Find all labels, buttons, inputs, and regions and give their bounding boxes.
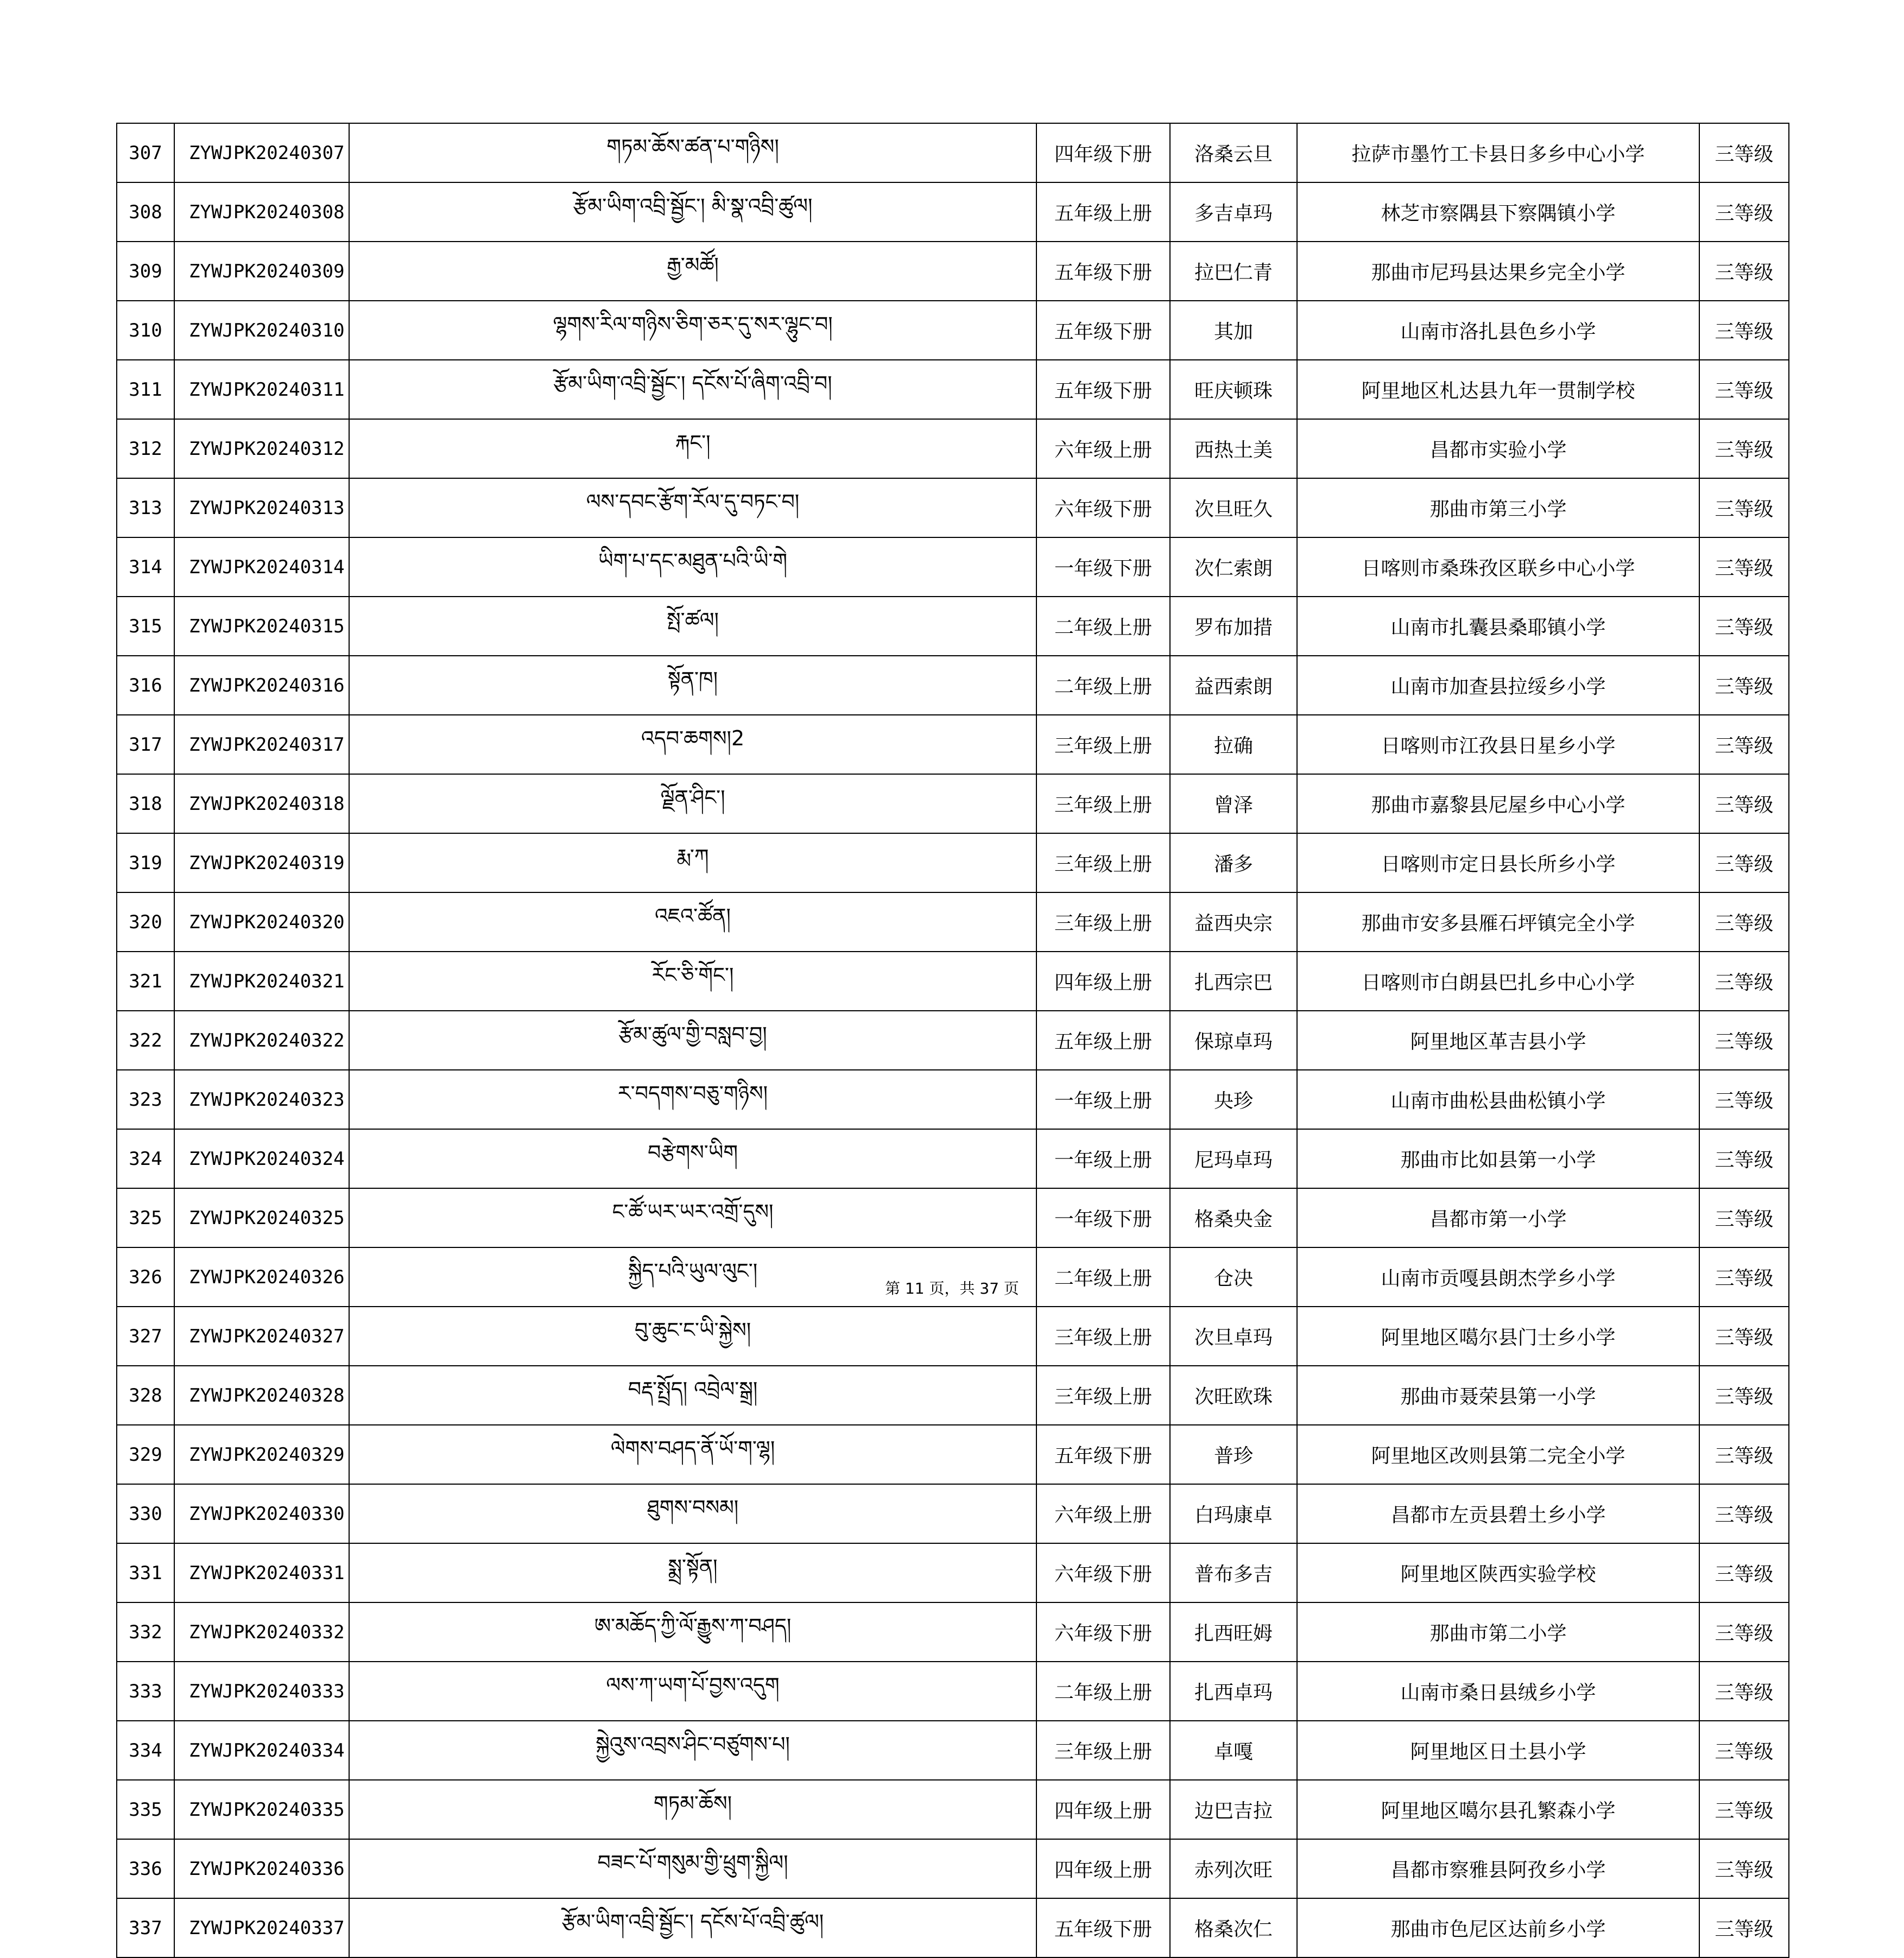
results-table bbox=[116, 123, 1789, 1958]
school-name: 那曲市尼玛县达果乡完全小学 bbox=[1297, 242, 1699, 301]
row-number: 319 bbox=[117, 833, 174, 892]
school-name: 拉萨市墨竹工卡县日多乡中心小学 bbox=[1297, 123, 1699, 182]
lesson-title: རྩོམ་ཡིག་འབྲི་སྦྱོང་། དངོས་པོ་ཞིག་འབྲི་བ། bbox=[349, 360, 1036, 419]
row-number: 328 bbox=[117, 1366, 174, 1425]
table-row bbox=[117, 1780, 1789, 1839]
grade-volume: 一年级上册 bbox=[1036, 1070, 1170, 1129]
teacher-name: 次旦卓玛 bbox=[1170, 1307, 1297, 1366]
lesson-title: བརྡ་སྤྲོད། འབྲེལ་སྒྲ། bbox=[349, 1366, 1036, 1425]
grade-volume: 五年级下册 bbox=[1036, 1425, 1170, 1484]
grade-volume: 六年级下册 bbox=[1036, 1543, 1170, 1602]
school-name: 昌都市左贡县碧土乡小学 bbox=[1297, 1484, 1699, 1543]
school-name: 山南市扎囊县桑耶镇小学 bbox=[1297, 597, 1699, 656]
entry-code: ZYWJPK20240332 bbox=[174, 1602, 349, 1662]
row-number: 310 bbox=[117, 301, 174, 360]
award-level: 三等级 bbox=[1699, 478, 1789, 537]
row-number: 314 bbox=[117, 537, 174, 597]
lesson-title: གཏམ་ཆོས། bbox=[349, 1780, 1036, 1839]
teacher-name: 其加 bbox=[1170, 301, 1297, 360]
grade-volume: 五年级下册 bbox=[1036, 242, 1170, 301]
teacher-name: 扎西宗巴 bbox=[1170, 952, 1297, 1011]
grade-volume: 三年级上册 bbox=[1036, 715, 1170, 774]
award-level: 三等级 bbox=[1699, 1247, 1789, 1307]
school-name: 日喀则市白朗县巴扎乡中心小学 bbox=[1297, 952, 1699, 1011]
row-number: 315 bbox=[117, 597, 174, 656]
entry-code: ZYWJPK20240324 bbox=[174, 1129, 349, 1188]
row-number: 311 bbox=[117, 360, 174, 419]
school-name: 山南市洛扎县色乡小学 bbox=[1297, 301, 1699, 360]
table-row bbox=[117, 656, 1789, 715]
table-row bbox=[117, 597, 1789, 656]
school-name: 那曲市第二小学 bbox=[1297, 1602, 1699, 1662]
award-level: 三等级 bbox=[1699, 1721, 1789, 1780]
row-number: 320 bbox=[117, 892, 174, 952]
table-row bbox=[117, 1188, 1789, 1247]
teacher-name: 格桑次仁 bbox=[1170, 1898, 1297, 1957]
table-row bbox=[117, 1011, 1789, 1070]
entry-code: ZYWJPK20240329 bbox=[174, 1425, 349, 1484]
grade-volume: 三年级上册 bbox=[1036, 1307, 1170, 1366]
school-name: 昌都市实验小学 bbox=[1297, 419, 1699, 478]
award-level: 三等级 bbox=[1699, 597, 1789, 656]
lesson-title: རྨ་ཀ bbox=[349, 833, 1036, 892]
row-number: 308 bbox=[117, 182, 174, 242]
table-row bbox=[117, 419, 1789, 478]
lesson-title: གཏམ་ཆོས་ཚན་པ་གཉིས། bbox=[349, 123, 1036, 182]
award-level: 三等级 bbox=[1699, 833, 1789, 892]
grade-volume: 四年级上册 bbox=[1036, 1780, 1170, 1839]
lesson-title: རྩོམ་ཡིག་འབྲི་སྦྱོང་། མི་སྣ་འབྲི་ཚུལ། bbox=[349, 182, 1036, 242]
award-level: 三等级 bbox=[1699, 774, 1789, 833]
entry-code: ZYWJPK20240310 bbox=[174, 301, 349, 360]
row-number: 330 bbox=[117, 1484, 174, 1543]
lesson-title: ར་བདགས་བཅུ་གཉིས། bbox=[349, 1070, 1036, 1129]
teacher-name: 普珍 bbox=[1170, 1425, 1297, 1484]
grade-volume: 二年级上册 bbox=[1036, 1662, 1170, 1721]
table-row bbox=[117, 478, 1789, 537]
row-number: 327 bbox=[117, 1307, 174, 1366]
lesson-title: སྐྱིད་པའི་ཡུལ་ལུང་། bbox=[349, 1247, 1036, 1307]
table-row bbox=[117, 1721, 1789, 1780]
table-row bbox=[117, 123, 1789, 182]
teacher-name: 扎西旺姆 bbox=[1170, 1602, 1297, 1662]
grade-volume: 三年级上册 bbox=[1036, 1366, 1170, 1425]
grade-volume: 五年级上册 bbox=[1036, 182, 1170, 242]
results-table-container bbox=[116, 123, 1788, 1958]
award-level: 三等级 bbox=[1699, 360, 1789, 419]
table-row bbox=[117, 774, 1789, 833]
entry-code: ZYWJPK20240328 bbox=[174, 1366, 349, 1425]
award-level: 三等级 bbox=[1699, 1129, 1789, 1188]
lesson-title: ལྷགས་རིལ་གཉིས་ཅིག་ཅར་དུ་སར་ལྷུང་བ། bbox=[349, 301, 1036, 360]
lesson-title: འཇའ་ཚོན། bbox=[349, 892, 1036, 952]
lesson-title: རྩོམ་ཡིག་འབྲི་སྦྱོང་། དངོས་པོ་འབྲི་ཚུལ། bbox=[349, 1898, 1036, 1957]
lesson-title: རོང་ཅི་གོང་། bbox=[349, 952, 1036, 1011]
award-level: 三等级 bbox=[1699, 952, 1789, 1011]
grade-volume: 二年级上册 bbox=[1036, 656, 1170, 715]
teacher-name: 次旦旺久 bbox=[1170, 478, 1297, 537]
award-level: 三等级 bbox=[1699, 1307, 1789, 1366]
teacher-name: 尼玛卓玛 bbox=[1170, 1129, 1297, 1188]
entry-code: ZYWJPK20240314 bbox=[174, 537, 349, 597]
award-level: 三等级 bbox=[1699, 1839, 1789, 1898]
lesson-title: བཟང་པོ་གསུམ་གྱི་ཕྲུག་སྐྱིལ། bbox=[349, 1839, 1036, 1898]
teacher-name: 益西央宗 bbox=[1170, 892, 1297, 952]
grade-volume: 一年级上册 bbox=[1036, 1129, 1170, 1188]
lesson-title: རྐང་། bbox=[349, 419, 1036, 478]
grade-volume: 六年级下册 bbox=[1036, 478, 1170, 537]
row-number: 323 bbox=[117, 1070, 174, 1129]
award-level: 三等级 bbox=[1699, 1011, 1789, 1070]
table-row bbox=[117, 1602, 1789, 1662]
entry-code: ZYWJPK20240334 bbox=[174, 1721, 349, 1780]
row-number: 333 bbox=[117, 1662, 174, 1721]
school-name: 阿里地区噶尔县门士乡小学 bbox=[1297, 1307, 1699, 1366]
award-level: 三等级 bbox=[1699, 301, 1789, 360]
school-name: 阿里地区札达县九年一贯制学校 bbox=[1297, 360, 1699, 419]
grade-volume: 三年级上册 bbox=[1036, 774, 1170, 833]
school-name: 那曲市安多县雁石坪镇完全小学 bbox=[1297, 892, 1699, 952]
teacher-name: 曾泽 bbox=[1170, 774, 1297, 833]
grade-volume: 四年级上册 bbox=[1036, 952, 1170, 1011]
entry-code: ZYWJPK20240327 bbox=[174, 1307, 349, 1366]
entry-code: ZYWJPK20240320 bbox=[174, 892, 349, 952]
school-name: 日喀则市定日县长所乡小学 bbox=[1297, 833, 1699, 892]
grade-volume: 一年级下册 bbox=[1036, 1188, 1170, 1247]
school-name: 阿里地区噶尔县孔繁森小学 bbox=[1297, 1780, 1699, 1839]
teacher-name: 仓决 bbox=[1170, 1247, 1297, 1307]
teacher-name: 次旺欧珠 bbox=[1170, 1366, 1297, 1425]
grade-volume: 一年级下册 bbox=[1036, 537, 1170, 597]
school-name: 那曲市嘉黎县尼屋乡中心小学 bbox=[1297, 774, 1699, 833]
award-level: 三等级 bbox=[1699, 123, 1789, 182]
row-number: 326 bbox=[117, 1247, 174, 1307]
row-number: 331 bbox=[117, 1543, 174, 1602]
table-row bbox=[117, 1129, 1789, 1188]
award-level: 三等级 bbox=[1699, 1484, 1789, 1543]
table-row bbox=[117, 301, 1789, 360]
grade-volume: 三年级上册 bbox=[1036, 833, 1170, 892]
table-row bbox=[117, 1898, 1789, 1957]
lesson-title: རྩོམ་ཚུལ་གྱི་བསླབ་བྱ། bbox=[349, 1011, 1036, 1070]
grade-volume: 四年级下册 bbox=[1036, 123, 1170, 182]
school-name: 阿里地区日土县小学 bbox=[1297, 1721, 1699, 1780]
school-name: 日喀则市江孜县日星乡小学 bbox=[1297, 715, 1699, 774]
lesson-title: སྨྲ་སྟོན། bbox=[349, 1543, 1036, 1602]
entry-code: ZYWJPK20240336 bbox=[174, 1839, 349, 1898]
teacher-name: 边巴吉拉 bbox=[1170, 1780, 1297, 1839]
entry-code: ZYWJPK20240331 bbox=[174, 1543, 349, 1602]
row-number: 332 bbox=[117, 1602, 174, 1662]
table-row bbox=[117, 1307, 1789, 1366]
entry-code: ZYWJPK20240325 bbox=[174, 1188, 349, 1247]
entry-code: ZYWJPK20240316 bbox=[174, 656, 349, 715]
entry-code: ZYWJPK20240330 bbox=[174, 1484, 349, 1543]
award-level: 三等级 bbox=[1699, 419, 1789, 478]
lesson-title: ཐུགས་བསམ། bbox=[349, 1484, 1036, 1543]
school-name: 山南市桑日县绒乡小学 bbox=[1297, 1662, 1699, 1721]
entry-code: ZYWJPK20240321 bbox=[174, 952, 349, 1011]
award-level: 三等级 bbox=[1699, 1425, 1789, 1484]
school-name: 那曲市比如县第一小学 bbox=[1297, 1129, 1699, 1188]
row-number: 325 bbox=[117, 1188, 174, 1247]
row-number: 312 bbox=[117, 419, 174, 478]
row-number: 324 bbox=[117, 1129, 174, 1188]
grade-volume: 六年级下册 bbox=[1036, 1602, 1170, 1662]
grade-volume: 二年级上册 bbox=[1036, 597, 1170, 656]
grade-volume: 三年级上册 bbox=[1036, 1721, 1170, 1780]
school-name: 日喀则市桑珠孜区联乡中心小学 bbox=[1297, 537, 1699, 597]
table-row bbox=[117, 1662, 1789, 1721]
teacher-name: 拉确 bbox=[1170, 715, 1297, 774]
teacher-name: 普布多吉 bbox=[1170, 1543, 1297, 1602]
entry-code: ZYWJPK20240318 bbox=[174, 774, 349, 833]
award-level: 三等级 bbox=[1699, 1070, 1789, 1129]
teacher-name: 央珍 bbox=[1170, 1070, 1297, 1129]
row-number: 313 bbox=[117, 478, 174, 537]
grade-volume: 五年级上册 bbox=[1036, 1011, 1170, 1070]
lesson-title: རྒྱ་མཚོ། bbox=[349, 242, 1036, 301]
lesson-title: ཨ་མཆོད་ཀྱི་ལོ་རྒྱུས་ཀ་བཤད། bbox=[349, 1602, 1036, 1662]
row-number: 318 bbox=[117, 774, 174, 833]
lesson-title: བུ་ཆུང་ང་ཡི་སྐྱེས། bbox=[349, 1307, 1036, 1366]
table-row bbox=[117, 1484, 1789, 1543]
school-name: 阿里地区改则县第二完全小学 bbox=[1297, 1425, 1699, 1484]
school-name: 林芝市察隅县下察隅镇小学 bbox=[1297, 182, 1699, 242]
teacher-name: 西热土美 bbox=[1170, 419, 1297, 478]
grade-volume: 六年级上册 bbox=[1036, 419, 1170, 478]
teacher-name: 次仁索朗 bbox=[1170, 537, 1297, 597]
school-name: 阿里地区陕西实验学校 bbox=[1297, 1543, 1699, 1602]
school-name: 山南市曲松县曲松镇小学 bbox=[1297, 1070, 1699, 1129]
award-level: 三等级 bbox=[1699, 715, 1789, 774]
row-number: 337 bbox=[117, 1898, 174, 1957]
row-number: 334 bbox=[117, 1721, 174, 1780]
row-number: 329 bbox=[117, 1425, 174, 1484]
grade-volume: 六年级上册 bbox=[1036, 1484, 1170, 1543]
table-row bbox=[117, 242, 1789, 301]
lesson-title: ང་ཚོ་ཡར་ཡར་འགྲོ་དུས། bbox=[349, 1188, 1036, 1247]
award-level: 三等级 bbox=[1699, 1543, 1789, 1602]
table-row bbox=[117, 360, 1789, 419]
award-level: 三等级 bbox=[1699, 1602, 1789, 1662]
grade-volume: 五年级下册 bbox=[1036, 1898, 1170, 1957]
entry-code: ZYWJPK20240337 bbox=[174, 1898, 349, 1957]
lesson-title: སྐྱེའུས་འབྲས་ཤིང་བཙུགས་པ། bbox=[349, 1721, 1036, 1780]
grade-volume: 五年级下册 bbox=[1036, 301, 1170, 360]
entry-code: ZYWJPK20240326 bbox=[174, 1247, 349, 1307]
teacher-name: 潘多 bbox=[1170, 833, 1297, 892]
grade-volume: 五年级下册 bbox=[1036, 360, 1170, 419]
lesson-title: ལེགས་བཤད་ནོ་ཡོ་ག་ལྷ། bbox=[349, 1425, 1036, 1484]
table-row bbox=[117, 1070, 1789, 1129]
lesson-title: ཡིག་པ་དང་མཐུན་པའི་ཡི་གེ bbox=[349, 537, 1036, 597]
row-number: 322 bbox=[117, 1011, 174, 1070]
teacher-name: 保琼卓玛 bbox=[1170, 1011, 1297, 1070]
award-level: 三等级 bbox=[1699, 1366, 1789, 1425]
lesson-title: སྤོ་ཚལ། bbox=[349, 597, 1036, 656]
row-number: 317 bbox=[117, 715, 174, 774]
table-row bbox=[117, 1366, 1789, 1425]
lesson-title: འདབ་ཆགས།2 bbox=[349, 715, 1036, 774]
lesson-title: བརྩེགས་ཡིག bbox=[349, 1129, 1036, 1188]
table-row bbox=[117, 1425, 1789, 1484]
school-name: 山南市贡嘎县朗杰学乡小学 bbox=[1297, 1247, 1699, 1307]
lesson-title: སྟོན་ཁ། bbox=[349, 656, 1036, 715]
award-level: 三等级 bbox=[1699, 1188, 1789, 1247]
row-number: 307 bbox=[117, 123, 174, 182]
award-level: 三等级 bbox=[1699, 1898, 1789, 1957]
school-name: 那曲市第三小学 bbox=[1297, 478, 1699, 537]
entry-code: ZYWJPK20240319 bbox=[174, 833, 349, 892]
teacher-name: 拉巴仁青 bbox=[1170, 242, 1297, 301]
school-name: 那曲市色尼区达前乡小学 bbox=[1297, 1898, 1699, 1957]
entry-code: ZYWJPK20240308 bbox=[174, 182, 349, 242]
row-number: 336 bbox=[117, 1839, 174, 1898]
teacher-name: 罗布加措 bbox=[1170, 597, 1297, 656]
entry-code: ZYWJPK20240312 bbox=[174, 419, 349, 478]
row-number: 316 bbox=[117, 656, 174, 715]
teacher-name: 扎西卓玛 bbox=[1170, 1662, 1297, 1721]
entry-code: ZYWJPK20240307 bbox=[174, 123, 349, 182]
table-row bbox=[117, 892, 1789, 952]
entry-code: ZYWJPK20240323 bbox=[174, 1070, 349, 1129]
entry-code: ZYWJPK20240317 bbox=[174, 715, 349, 774]
entry-code: ZYWJPK20240315 bbox=[174, 597, 349, 656]
lesson-title: ལྗོན་ཤིང་། bbox=[349, 774, 1036, 833]
school-name: 阿里地区革吉县小学 bbox=[1297, 1011, 1699, 1070]
row-number: 309 bbox=[117, 242, 174, 301]
teacher-name: 洛桑云旦 bbox=[1170, 123, 1297, 182]
teacher-name: 卓嘎 bbox=[1170, 1721, 1297, 1780]
school-name: 昌都市察雅县阿孜乡小学 bbox=[1297, 1839, 1699, 1898]
school-name: 那曲市聂荣县第一小学 bbox=[1297, 1366, 1699, 1425]
school-name: 山南市加查县拉绥乡小学 bbox=[1297, 656, 1699, 715]
table-row bbox=[117, 952, 1789, 1011]
grade-volume: 三年级上册 bbox=[1036, 892, 1170, 952]
table-row bbox=[117, 1543, 1789, 1602]
table-row bbox=[117, 833, 1789, 892]
row-number: 321 bbox=[117, 952, 174, 1011]
grade-volume: 二年级上册 bbox=[1036, 1247, 1170, 1307]
entry-code: ZYWJPK20240311 bbox=[174, 360, 349, 419]
table-row bbox=[117, 537, 1789, 597]
award-level: 三等级 bbox=[1699, 892, 1789, 952]
award-level: 三等级 bbox=[1699, 242, 1789, 301]
entry-code: ZYWJPK20240333 bbox=[174, 1662, 349, 1721]
table-row bbox=[117, 715, 1789, 774]
teacher-name: 旺庆顿珠 bbox=[1170, 360, 1297, 419]
page-footer: 第 11 页，共 37 页 bbox=[885, 1279, 1019, 1297]
teacher-name: 多吉卓玛 bbox=[1170, 182, 1297, 242]
teacher-name: 格桑央金 bbox=[1170, 1188, 1297, 1247]
award-level: 三等级 bbox=[1699, 1662, 1789, 1721]
teacher-name: 赤列次旺 bbox=[1170, 1839, 1297, 1898]
award-level: 三等级 bbox=[1699, 656, 1789, 715]
entry-code: ZYWJPK20240309 bbox=[174, 242, 349, 301]
award-level: 三等级 bbox=[1699, 1780, 1789, 1839]
teacher-name: 白玛康卓 bbox=[1170, 1484, 1297, 1543]
table-row bbox=[117, 182, 1789, 242]
grade-volume: 四年级上册 bbox=[1036, 1839, 1170, 1898]
school-name: 昌都市第一小学 bbox=[1297, 1188, 1699, 1247]
row-number: 335 bbox=[117, 1780, 174, 1839]
lesson-title: ལས་ཀ་ཡག་པོ་བྱས་འདུག bbox=[349, 1662, 1036, 1721]
entry-code: ZYWJPK20240335 bbox=[174, 1780, 349, 1839]
entry-code: ZYWJPK20240313 bbox=[174, 478, 349, 537]
entry-code: ZYWJPK20240322 bbox=[174, 1011, 349, 1070]
table-row bbox=[117, 1839, 1789, 1898]
teacher-name: 益西索朗 bbox=[1170, 656, 1297, 715]
lesson-title: ལས་དབང་རྩོག་རོལ་དུ་བཏང་བ། bbox=[349, 478, 1036, 537]
award-level: 三等级 bbox=[1699, 537, 1789, 597]
award-level: 三等级 bbox=[1699, 182, 1789, 242]
